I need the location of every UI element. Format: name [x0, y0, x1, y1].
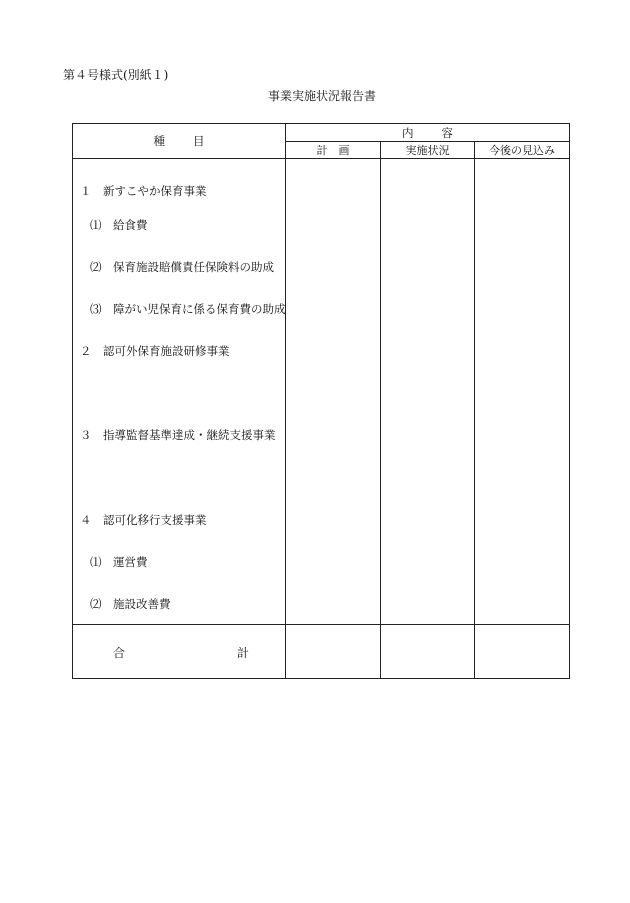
item-4-2: ⑵ 施設改善費 — [90, 597, 171, 611]
category-header-char-1: 種 — [153, 134, 165, 148]
total-label-cell — [73, 625, 286, 679]
status-header: 実施状況 — [381, 142, 475, 159]
item-4-1: ⑴ 運営費 — [90, 555, 148, 569]
category-header-char-2: 目 — [193, 134, 205, 148]
plan-cell[interactable] — [286, 159, 381, 625]
total-char-2: 計 — [237, 646, 250, 660]
document-title: 事業実施状況報告書 — [267, 89, 376, 103]
total-plan-cell[interactable] — [286, 625, 381, 679]
item-1-3: ⑶ 障がい児保育に係る保育費の助成 — [90, 302, 286, 316]
total-outlook-cell[interactable] — [475, 625, 570, 679]
content-header-char-1: 内 — [402, 125, 414, 140]
plan-header: 計 画 — [286, 142, 381, 159]
outlook-cell[interactable] — [475, 159, 570, 625]
item-1: １ 新すこやか保育事業 — [80, 184, 207, 198]
item-2: ２ 認可外保育施設研修事業 — [80, 344, 230, 358]
item-3: ３ 指導監督基準達成・継続支援事業 — [80, 428, 276, 442]
total-status-cell[interactable] — [381, 625, 475, 679]
form-number: 第４号様式(別紙１) — [63, 68, 169, 82]
category-header — [73, 124, 286, 159]
total-char-1: 合 — [113, 646, 126, 660]
content-header-char-2: 容 — [441, 125, 453, 140]
content-header — [286, 124, 570, 142]
item-1-2: ⑵ 保育施設賠償責任保険料の助成 — [90, 260, 274, 274]
item-4: ４ 認可化移行支援事業 — [80, 513, 207, 527]
category-cell — [73, 159, 286, 625]
item-1-1: ⑴ 給食費 — [90, 218, 148, 232]
outlook-header: 今後の見込み — [475, 142, 570, 159]
report-table — [72, 123, 570, 679]
status-cell[interactable] — [381, 159, 475, 625]
